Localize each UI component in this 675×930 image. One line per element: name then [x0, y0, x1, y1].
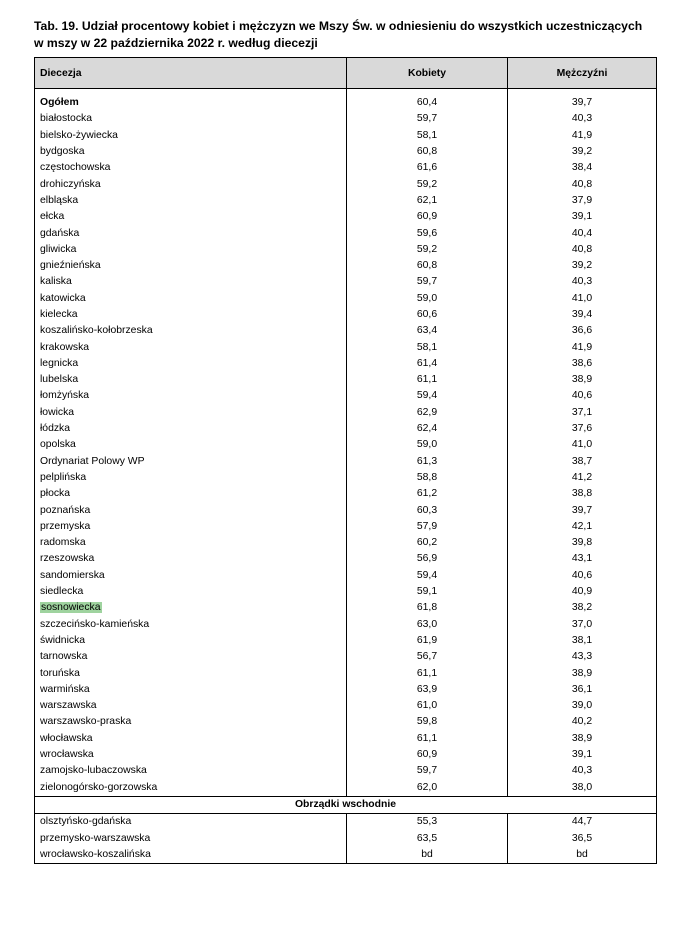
men-value: 40,6: [508, 568, 657, 584]
diocese-name: łódzka: [35, 421, 347, 437]
section-label: Obrządki wschodnie: [35, 796, 657, 813]
women-value: 57,9: [347, 519, 508, 535]
table-row: [35, 258, 657, 274]
men-value: 40,3: [508, 111, 657, 127]
men-value: 39,0: [508, 698, 657, 714]
diocese-name: sandomierska: [35, 568, 347, 584]
diocese-name: olsztyńsko-gdańska: [35, 814, 347, 831]
men-value: 36,1: [508, 682, 657, 698]
diocese-name: gdańska: [35, 225, 347, 241]
header-men: Mężczyźni: [508, 58, 657, 89]
table-row: [35, 617, 657, 633]
women-value: 60,9: [347, 209, 508, 225]
diocese-name: toruńska: [35, 665, 347, 681]
diocese-name: krakowska: [35, 339, 347, 355]
diocese-name: gliwicka: [35, 242, 347, 258]
table-row: [35, 356, 657, 372]
table-row: [35, 682, 657, 698]
diocese-name: płocka: [35, 486, 347, 502]
total-row: [35, 95, 657, 111]
men-value: 43,3: [508, 649, 657, 665]
women-value: 59,2: [347, 176, 508, 192]
men-value: 38,4: [508, 160, 657, 176]
women-value: 58,1: [347, 339, 508, 355]
table-row: [35, 339, 657, 355]
men-value: 39,2: [508, 258, 657, 274]
diocese-name: legnicka: [35, 356, 347, 372]
men-value: 39,1: [508, 747, 657, 763]
diocese-name: gnieźnieńska: [35, 258, 347, 274]
diocese-name: lubelska: [35, 372, 347, 388]
women-value: 59,0: [347, 437, 508, 453]
diocese-name: kaliska: [35, 274, 347, 290]
men-value: 39,2: [508, 144, 657, 160]
women-value: 59,4: [347, 568, 508, 584]
table-body: [35, 89, 657, 864]
women-value: 60,8: [347, 144, 508, 160]
men-value: 37,9: [508, 193, 657, 209]
section-row: [35, 796, 657, 813]
men-value: 37,6: [508, 421, 657, 437]
men-value: 40,3: [508, 763, 657, 779]
men-value: 38,9: [508, 665, 657, 681]
women-value: 56,9: [347, 551, 508, 567]
men-value: 37,0: [508, 617, 657, 633]
diocese-name: warszawska: [35, 698, 347, 714]
women-value: bd: [347, 847, 508, 864]
women-value: 61,2: [347, 486, 508, 502]
table-row: [35, 111, 657, 127]
diocese-name: włocławska: [35, 731, 347, 747]
table-row: [35, 274, 657, 290]
table-row: [35, 551, 657, 567]
men-value: 38,7: [508, 454, 657, 470]
diocese-name: częstochowska: [35, 160, 347, 176]
women-value: 62,0: [347, 779, 508, 796]
total-name: Ogółem: [35, 95, 347, 111]
women-value: 61,9: [347, 633, 508, 649]
women-value: 62,4: [347, 421, 508, 437]
diocese-name: rzeszowska: [35, 551, 347, 567]
table-row: [35, 307, 657, 323]
men-value: 40,6: [508, 388, 657, 404]
diocese-name: przemysko-warszawska: [35, 830, 347, 846]
men-value: 41,9: [508, 339, 657, 355]
men-value: 38,9: [508, 731, 657, 747]
women-value: 60,6: [347, 307, 508, 323]
men-value: 44,7: [508, 814, 657, 831]
women-value: 61,3: [347, 454, 508, 470]
diocese-table: [34, 57, 657, 864]
table-row: [35, 323, 657, 339]
women-value: 59,1: [347, 584, 508, 600]
diocese-name: drohiczyńska: [35, 176, 347, 192]
table-row: [35, 535, 657, 551]
table-row: [35, 698, 657, 714]
diocese-name: łomżyńska: [35, 388, 347, 404]
men-value: 39,4: [508, 307, 657, 323]
diocese-name: [35, 600, 347, 616]
women-value: 63,5: [347, 830, 508, 846]
men-value: 40,2: [508, 714, 657, 730]
men-value: 40,3: [508, 274, 657, 290]
diocese-name: Ordynariat Polowy WP: [35, 454, 347, 470]
women-value: 60,3: [347, 502, 508, 518]
women-value: 61,0: [347, 698, 508, 714]
women-value: 58,8: [347, 470, 508, 486]
women-value: 59,4: [347, 388, 508, 404]
table-title: Tab. 19. Udział procentowy kobiet i mężczyzn we Mszy Św. w odniesieniu do wszystkich uczestniczących w mszy w 22 października 2022 r. według diecezji: [34, 19, 643, 50]
diocese-name: opolska: [35, 437, 347, 453]
women-value: 61,1: [347, 665, 508, 681]
women-value: 59,2: [347, 242, 508, 258]
diocese-name: koszalińsko-kołobrzeska: [35, 323, 347, 339]
table-row: [35, 600, 657, 616]
table-row: [35, 209, 657, 225]
table-row: [35, 847, 657, 864]
diocese-name: poznańska: [35, 502, 347, 518]
women-value: 61,4: [347, 356, 508, 372]
table-row: [35, 519, 657, 535]
men-value: 39,8: [508, 535, 657, 551]
table-row: [35, 372, 657, 388]
table-row: [35, 814, 657, 831]
diocese-name: przemyska: [35, 519, 347, 535]
table-row: [35, 454, 657, 470]
table-row: [35, 242, 657, 258]
table-row: [35, 470, 657, 486]
table-row: [35, 225, 657, 241]
table-row: [35, 437, 657, 453]
women-value: 59,7: [347, 763, 508, 779]
women-value: 62,9: [347, 405, 508, 421]
men-value: 41,0: [508, 437, 657, 453]
women-value: 59,6: [347, 225, 508, 241]
table-row: [35, 291, 657, 307]
men-value: 38,9: [508, 372, 657, 388]
table-row: [35, 714, 657, 730]
women-value: 60,8: [347, 258, 508, 274]
highlighted-diocese-name: sosnowiecka: [41, 602, 101, 614]
men-value: 38,8: [508, 486, 657, 502]
header-women: Kobiety: [347, 58, 508, 89]
men-value: 43,1: [508, 551, 657, 567]
diocese-name: siedlecka: [35, 584, 347, 600]
men-value: 42,1: [508, 519, 657, 535]
diocese-name: bielsko-żywiecka: [35, 128, 347, 144]
diocese-name: zamojsko-lubaczowska: [35, 763, 347, 779]
men-value: 38,0: [508, 779, 657, 796]
table-row: [35, 731, 657, 747]
men-value: 40,4: [508, 225, 657, 241]
table-row: [35, 502, 657, 518]
diocese-name: katowicka: [35, 291, 347, 307]
diocese-name: radomska: [35, 535, 347, 551]
men-value: 40,8: [508, 176, 657, 192]
women-value: 59,8: [347, 714, 508, 730]
table-row: [35, 649, 657, 665]
women-value: 62,1: [347, 193, 508, 209]
diocese-name: kielecka: [35, 307, 347, 323]
women-value: 60,2: [347, 535, 508, 551]
women-value: 63,4: [347, 323, 508, 339]
men-value: 38,1: [508, 633, 657, 649]
diocese-name: świdnicka: [35, 633, 347, 649]
table-row: [35, 747, 657, 763]
women-value: 59,7: [347, 274, 508, 290]
men-value: 36,5: [508, 830, 657, 846]
men-value: 39,7: [508, 502, 657, 518]
table-row: [35, 568, 657, 584]
diocese-name: szczecińsko-kamieńska: [35, 617, 347, 633]
men-value: 41,9: [508, 128, 657, 144]
diocese-name: elbląska: [35, 193, 347, 209]
table-row: [35, 633, 657, 649]
women-value: 58,1: [347, 128, 508, 144]
women-value: 63,0: [347, 617, 508, 633]
women-value: 59,0: [347, 291, 508, 307]
diocese-name: zielonogórsko-gorzowska: [35, 779, 347, 796]
diocese-name: warszawsko-praska: [35, 714, 347, 730]
table-row: [35, 128, 657, 144]
men-value: 37,1: [508, 405, 657, 421]
table-row: [35, 388, 657, 404]
women-value: 60,9: [347, 747, 508, 763]
diocese-name: białostocka: [35, 111, 347, 127]
women-value: 61,8: [347, 600, 508, 616]
men-value: 40,9: [508, 584, 657, 600]
header-row: [35, 58, 657, 89]
diocese-name: warmińska: [35, 682, 347, 698]
men-value: 41,2: [508, 470, 657, 486]
table-row: [35, 665, 657, 681]
women-value: 55,3: [347, 814, 508, 831]
diocese-name: pelplińska: [35, 470, 347, 486]
men-value: 38,2: [508, 600, 657, 616]
table-row: [35, 144, 657, 160]
men-value: 39,1: [508, 209, 657, 225]
diocese-name: łowicka: [35, 405, 347, 421]
header-diocese: Diecezja: [35, 58, 347, 89]
table-row: [35, 486, 657, 502]
table-row: [35, 405, 657, 421]
diocese-name: ełcka: [35, 209, 347, 225]
men-value: 38,6: [508, 356, 657, 372]
table-row: [35, 160, 657, 176]
diocese-name: wrocławsko-koszalińska: [35, 847, 347, 864]
table-row: [35, 779, 657, 796]
men-value: 36,6: [508, 323, 657, 339]
women-value: 61,1: [347, 372, 508, 388]
table-row: [35, 830, 657, 846]
women-value: 63,9: [347, 682, 508, 698]
women-value: 61,6: [347, 160, 508, 176]
diocese-name: wrocławska: [35, 747, 347, 763]
table-row: [35, 193, 657, 209]
men-value: 40,8: [508, 242, 657, 258]
diocese-name: tarnowska: [35, 649, 347, 665]
table-row: [35, 176, 657, 192]
table-row: [35, 421, 657, 437]
table-row: [35, 763, 657, 779]
women-value: 59,7: [347, 111, 508, 127]
total-women: 60,4: [347, 95, 508, 111]
table-row: [35, 584, 657, 600]
men-value: 41,0: [508, 291, 657, 307]
women-value: 56,7: [347, 649, 508, 665]
total-men: 39,7: [508, 95, 657, 111]
women-value: 61,1: [347, 731, 508, 747]
men-value: bd: [508, 847, 657, 864]
diocese-name: bydgoska: [35, 144, 347, 160]
